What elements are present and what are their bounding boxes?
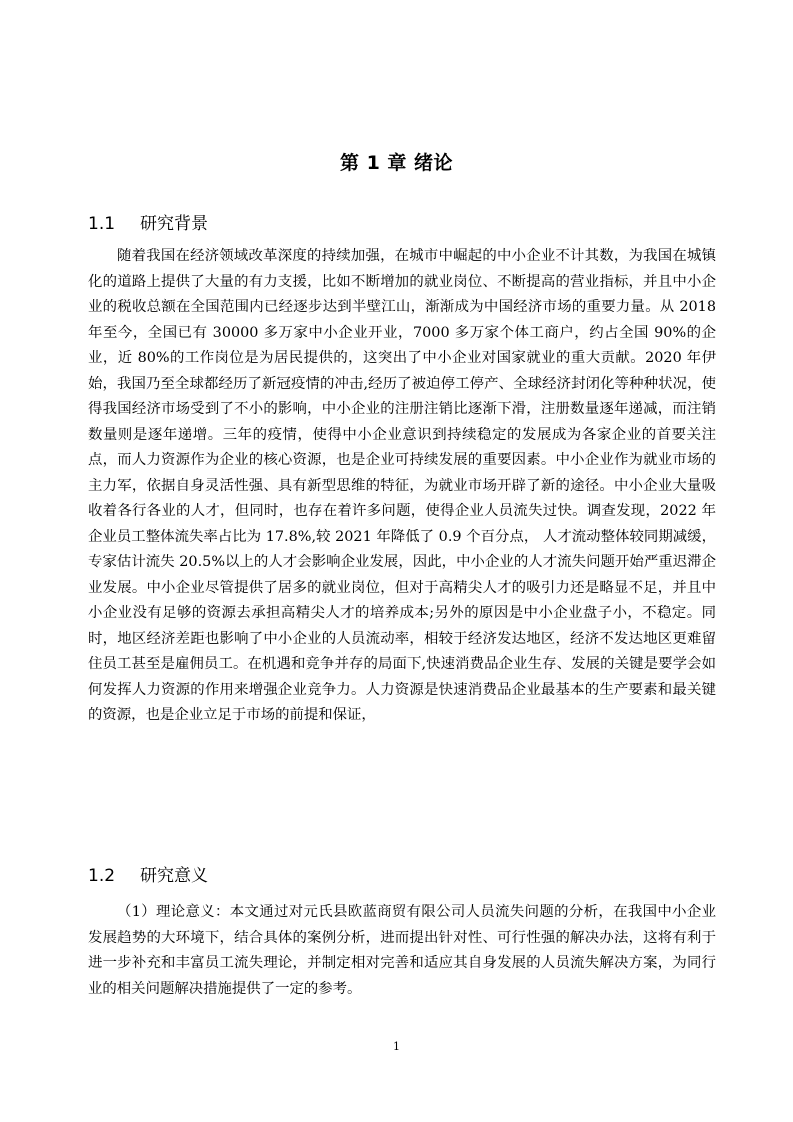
page-number: 1 — [393, 1040, 400, 1053]
section-title: 研究意义 — [140, 866, 208, 886]
section-title: 研究背景 — [140, 214, 208, 234]
paragraph-theoretical-significance: （1）理论意义：本文通过对元氏县欧蓝商贸有限公司人员流失问题的分析，在我国中小企业发展趋势的大环境下，结合具体的案例分析，进而提出针对性、可行性强的解决办法，这将有利于进一步补充和丰富员工流失理论，并制定相对完善和适应其自身发展的人员流失解决方案，为同行业的相关问题解决措施提供了一定的参考。 — [88, 904, 716, 997]
chapter-title: 第 1 章 绪论 — [339, 152, 454, 174]
section-number: 1.1 — [88, 214, 116, 234]
section-number: 1.2 — [88, 866, 116, 886]
section-heading-1-1 — [88, 209, 208, 234]
paragraph-research-background: 随着我国在经济领域改革深度的持续加强，在城市中崛起的中小企业不计其数，为我国在城镇化的道路上提供了大量的有力支援，比如不断增加的就业岗位、不断提高的营业指标，并且中小企业的税收总额在全国范围内已经逐步达到半壁江山，渐渐成为中国经济市场的重要力量。从 2018 年至今，全国已有 30000 多万家中小企业开业，7000 多万家个体工商户，约占全国 90%的企业，近 80%的工作岗位是为居民提供的，这突出了中小企业对国家就业的重大贡献。2020 年伊始，我国乃至全球都经历了新冠疫情的冲击,经历了被迫停工停产、全球经济封闭化等种种状况，使得我国经济市场受到了不小的影响，中小企业的注册注销比逐渐下滑，注册数量逐年递减，而注销数量则是逐年递增。三年的疫情，使得中小企业意识到持续稳定的发展成为各家企业的首要关注点，而人力资源作为企业的核心资源，也是企业可持续发展的重要因素。中小企业作为就业市场的主力军，依据自身灵活性强、具有新型思维的特征，为就业市场开辟了新的途径。中小企业大量吸收着各行各业的人才，但同时，也存在着许多问题，使得企业人员流失过快。调查发现，2022 年企业员工整体流失率占比为 17.8%,较 2021 年降低了 0.9 个百分点， 人才流动整体较同期减缓，专家估计流失 20.5%以上的人才会影响企业发展，因此，中小企业的人才流失问题开始严重迟滞企业发展。中小企业尽管提供了居多的就业岗位，但对于高精尖人才的吸引力还是略显不足，并且中小企业没有足够的资源去承担高精尖人才的培养成本;另外的原因是中小企业盘子小，不稳定。同时，地区经济差距也影响了中小企业的人员流动率，相较于经济发达地区，经济不发达地区更难留住员工甚至是雇佣员工。在机遇和竞争并存的局面下,快速消费品企业生存、发展的关键是要学会如何发挥人力资源的作用来增强企业竞争力。人力资源是快速消费品企业最基本的生产要素和最关键的资源，也是企业立足于市场的前提和保证， — [88, 248, 716, 723]
section-heading-1-2 — [88, 861, 208, 886]
